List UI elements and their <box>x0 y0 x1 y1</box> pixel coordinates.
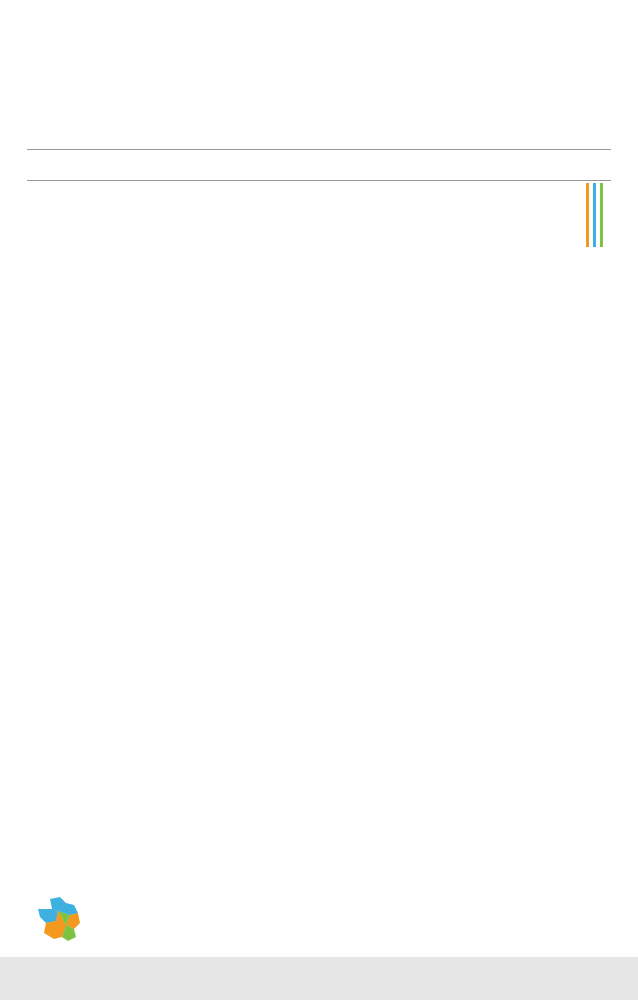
footer-banner <box>0 957 638 1000</box>
divider <box>27 149 611 150</box>
zone-b-holiday-bar <box>593 183 596 247</box>
stock-id-watermark <box>6 762 26 992</box>
divider <box>27 180 611 181</box>
france-zones-map-icon <box>36 897 82 941</box>
zone-a-holiday-bar <box>586 183 589 247</box>
zone-c-holiday-bar <box>600 183 603 247</box>
